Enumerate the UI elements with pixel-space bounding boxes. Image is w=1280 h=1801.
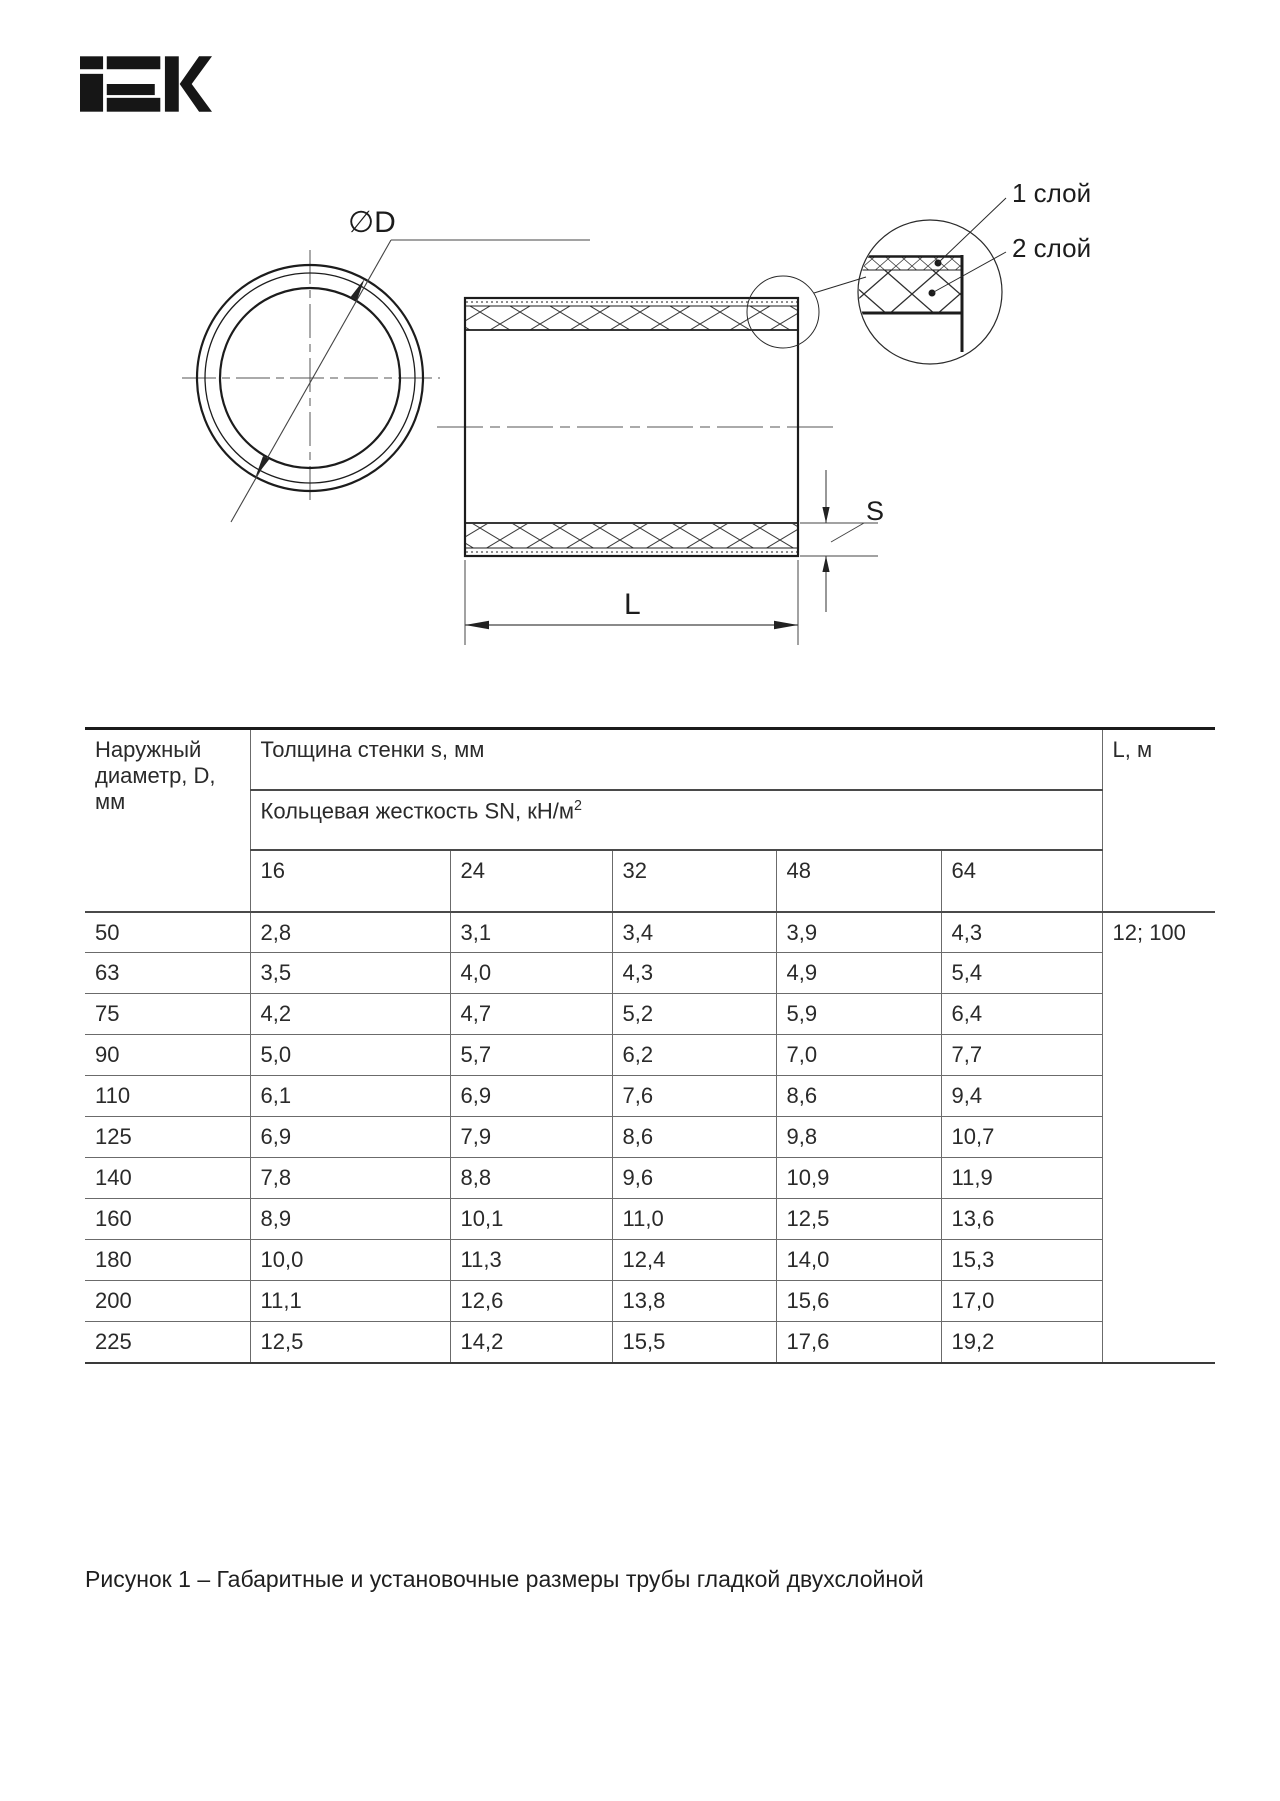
table-row — [85, 1076, 1215, 1117]
thickness-value-cell: 15,5 — [612, 1322, 776, 1363]
thickness-value-cell: 14,0 — [776, 1240, 941, 1281]
ring-stiffness-text: Кольцевая жесткость SN, кН/м — [260, 797, 574, 823]
thickness-value-cell: 11,0 — [612, 1199, 776, 1240]
pipe-cross-section — [182, 250, 440, 506]
thickness-value-cell: 8,9 — [250, 1199, 450, 1240]
pipe-dimensions-table — [85, 727, 1215, 1364]
pipe-drawing — [0, 0, 1280, 680]
table-row — [85, 1322, 1215, 1363]
thickness-value-cell: 9,6 — [612, 1158, 776, 1199]
pipe-side-view — [437, 298, 833, 556]
thickness-value-cell: 7,7 — [941, 1035, 1102, 1076]
thickness-value-cell: 10,1 — [450, 1199, 612, 1240]
table-row — [85, 912, 1215, 953]
thickness-value-cell: 11,3 — [450, 1240, 612, 1281]
thickness-value-cell: 6,2 — [612, 1035, 776, 1076]
thickness-value-cell: 5,7 — [450, 1035, 612, 1076]
thickness-value-cell: 3,4 — [612, 912, 776, 953]
header-wall-thickness: Толщина стенки s, мм — [250, 729, 1102, 790]
table-row — [85, 1199, 1215, 1240]
thickness-value-cell: 4,2 — [250, 994, 450, 1035]
arrowhead — [822, 507, 829, 523]
ring-stiffness-superscript: 2 — [573, 797, 582, 814]
diameter-cell: 50 — [85, 912, 250, 953]
table-row — [85, 953, 1215, 994]
thickness-value-cell: 10,7 — [941, 1117, 1102, 1158]
detail-layer2-band — [858, 270, 962, 312]
thickness-value-cell: 14,2 — [450, 1322, 612, 1363]
table-row — [85, 1117, 1215, 1158]
layer1-label: 1 слой — [1012, 178, 1092, 208]
thickness-value-cell: 5,2 — [612, 994, 776, 1035]
table-row — [85, 1158, 1215, 1199]
thickness-value-cell: 5,0 — [250, 1035, 450, 1076]
thickness-value-cell: 4,7 — [450, 994, 612, 1035]
header-length: L, м — [1102, 729, 1215, 912]
thickness-value-cell: 4,9 — [776, 953, 941, 994]
thickness-value-cell: 3,9 — [776, 912, 941, 953]
thickness-value-cell: 9,8 — [776, 1117, 941, 1158]
diameter-cell: 200 — [85, 1281, 250, 1322]
thickness-value-cell: 7,9 — [450, 1117, 612, 1158]
thickness-value-cell: 17,6 — [776, 1322, 941, 1363]
thickness-value-cell: 6,9 — [250, 1117, 450, 1158]
thickness-value-cell: 17,0 — [941, 1281, 1102, 1322]
spec-table-body — [85, 912, 1215, 1363]
thickness-value-cell: 15,6 — [776, 1281, 941, 1322]
diameter-cell: 180 — [85, 1240, 250, 1281]
thickness-value-cell: 3,5 — [250, 953, 450, 994]
thickness-value-cell: 5,9 — [776, 994, 941, 1035]
thickness-value-cell: 13,6 — [941, 1199, 1102, 1240]
figure-caption: Рисунок 1 – Габаритные и установочные размеры трубы гладкой двухслойной — [85, 1566, 924, 1592]
diameter-cell: 75 — [85, 994, 250, 1035]
thickness-value-cell: 15,3 — [941, 1240, 1102, 1281]
header-sn-16: 16 — [250, 850, 450, 912]
thickness-value-cell: 6,1 — [250, 1076, 450, 1117]
arrowhead — [822, 556, 829, 572]
header-diameter: Наружный диаметр, D, мм — [85, 729, 250, 912]
length-label: L — [624, 588, 641, 621]
header-sn-24: 24 — [450, 850, 612, 912]
header-row-sn — [85, 850, 1215, 912]
table-row — [85, 1240, 1215, 1281]
thickness-value-cell: 7,0 — [776, 1035, 941, 1076]
header-sn-64: 64 — [941, 850, 1102, 912]
thickness-value-cell: 4,0 — [450, 953, 612, 994]
thickness-value-cell: 12,5 — [776, 1199, 941, 1240]
thickness-value-cell: 12,6 — [450, 1281, 612, 1322]
arrowhead — [465, 621, 489, 629]
diameter-cell: 110 — [85, 1076, 250, 1117]
bottom-wall-hatch — [466, 524, 797, 548]
header-row-1 — [85, 729, 1215, 790]
table-row — [85, 994, 1215, 1035]
thickness-value-cell: 6,9 — [450, 1076, 612, 1117]
layer2-label: 2 слой — [1012, 233, 1092, 263]
thickness-value-cell: 2,8 — [250, 912, 450, 953]
thickness-value-cell: 9,4 — [941, 1076, 1102, 1117]
diameter-cell: 63 — [85, 953, 250, 994]
thickness-value-cell: 8,6 — [612, 1117, 776, 1158]
diameter-cell: 125 — [85, 1117, 250, 1158]
wall-thickness-label: S — [866, 496, 885, 526]
arrowhead — [774, 621, 798, 629]
length-value-cell: 12; 100 — [1112, 919, 1186, 945]
table-row — [85, 1281, 1215, 1322]
thickness-value-cell: 7,8 — [250, 1158, 450, 1199]
dimension-diameter — [231, 206, 590, 522]
table-row — [85, 1035, 1215, 1076]
thickness-value-cell: 8,8 — [450, 1158, 612, 1199]
thickness-value-cell: 5,4 — [941, 953, 1102, 994]
diameter-cell: 225 — [85, 1322, 250, 1363]
thickness-value-cell: 11,9 — [941, 1158, 1102, 1199]
thickness-value-cell: 11,1 — [250, 1281, 450, 1322]
thickness-value-cell: 13,8 — [612, 1281, 776, 1322]
diameter-cell: 140 — [85, 1158, 250, 1199]
thickness-value-cell: 8,6 — [776, 1076, 941, 1117]
thickness-value-cell: 12,4 — [612, 1240, 776, 1281]
thickness-value-cell: 6,4 — [941, 994, 1102, 1035]
thickness-value-cell: 7,6 — [612, 1076, 776, 1117]
header-ring-stiffness — [250, 790, 1102, 850]
diameter-label: ∅D — [348, 206, 396, 239]
thickness-value-cell: 10,9 — [776, 1158, 941, 1199]
header-sn-48: 48 — [776, 850, 941, 912]
detail-layer1-band — [858, 256, 962, 270]
thickness-value-cell: 4,3 — [612, 953, 776, 994]
thickness-value-cell: 10,0 — [250, 1240, 450, 1281]
thickness-value-cell: 3,1 — [450, 912, 612, 953]
dimension-length — [465, 560, 798, 645]
dimension-wall-thickness — [800, 470, 884, 612]
thickness-value-cell: 19,2 — [941, 1322, 1102, 1363]
diameter-cell: 90 — [85, 1035, 250, 1076]
thickness-value-cell: 4,3 — [941, 912, 1102, 953]
diameter-cell: 160 — [85, 1199, 250, 1240]
header-row-2 — [85, 790, 1215, 850]
thickness-value-cell: 12,5 — [250, 1322, 450, 1363]
header-sn-32: 32 — [612, 850, 776, 912]
